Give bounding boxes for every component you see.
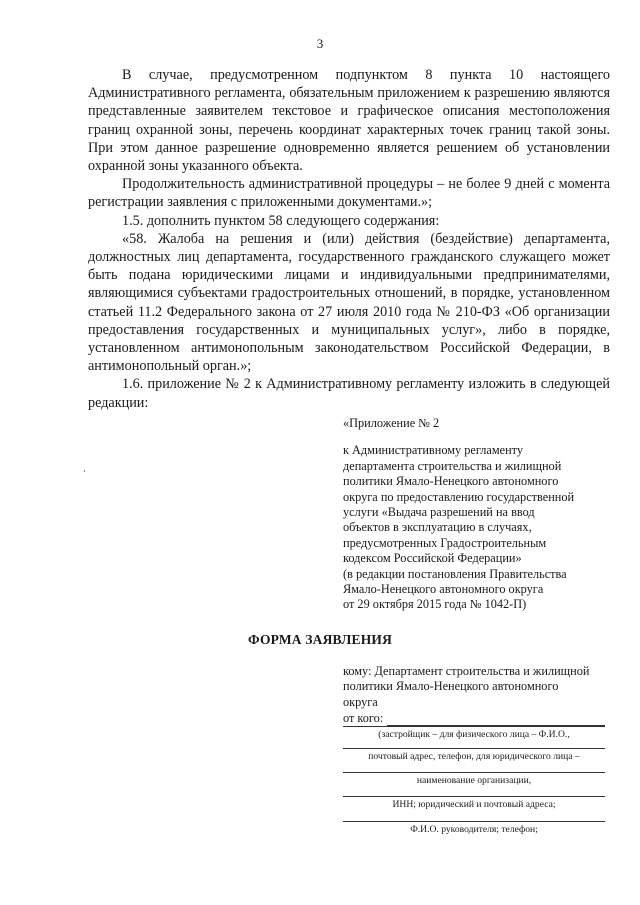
field-caption: (застройщик – для физического лица – Ф.И.О., [343,726,605,741]
from-line [387,712,605,726]
scan-mark [84,470,85,472]
appendix-header [343,416,603,613]
paragraph: В случае, предусмотренном подпунктом 8 пункта 10 настоящего Административного регламента, обязательным приложением к разрешению являются представленные заявителем текстовое и графическое описания местоположения границ охранной зоны, перечень координат характерных точек границ такой зоны. При этом данное разрешение одновременно является решением об установлении охранной зоны указанного объекта. [88,67,610,175]
body-text [88,66,610,412]
appendix-title: «Приложение № 2 [343,416,440,430]
field-caption: наименование организации, [343,772,605,787]
recipient-block: кому: Департамент строительства и жилищной политики Ямало-Ненецкого автономного округа [343,664,590,709]
form-title: ФОРМА ЗАЯВЛЕНИЯ [248,632,393,647]
paragraph: «58. Жалоба на решения и (или) действия (бездействие) департамента, должностных лиц департамента, государственного гражданского служащего может быть подана юридическими лицами и индивидуальными предпринимателями, являющимися субъектами градостроительных отношений, в порядке, установленном статьей 11.2 Федерального закона от 27 июля 2010 года № 210-ФЗ «Об организации предоставления государственных и муниципальных услуг», либо в порядке, установленном антимонопольным законодательством Российской Федерации, в антимонопольный орган.»; [88,230,610,375]
page-number: 3 [316,36,324,51]
paragraph: Продолжительность административной процедуры – не более 9 дней с момента регистрации заявления с приложенными документами.»; [88,176,610,211]
field-caption: почтовый адрес, телефон, для юридического лица – [343,748,605,763]
paragraph: 1.5. дополнить пунктом 58 следующего содержания: [122,212,440,229]
field-caption: ИНН; юридический и почтовый адреса; [343,796,605,811]
paragraph: 1.6. приложение № 2 к Административному регламенту изложить в следующей редакции: [88,376,610,411]
from-row [343,711,605,726]
field-caption: Ф.И.О. руководителя; телефон; [343,821,605,836]
from-label: от кого: [343,711,384,725]
appendix-text: к Административному регламенту департамента строительства и жилищной политики Ямало-Ненецкого автономного округа по предоставлению государственной услуги «Выдача разрешений на ввод объектов в эксплуатацию в случаях, предусмотренных Градостроительным кодексом Российской Федерации» (в редакции постановления Правительства Ямало-Ненецкого автономного округа от 29 октября 2015 года № 1042-П) [343,443,575,612]
